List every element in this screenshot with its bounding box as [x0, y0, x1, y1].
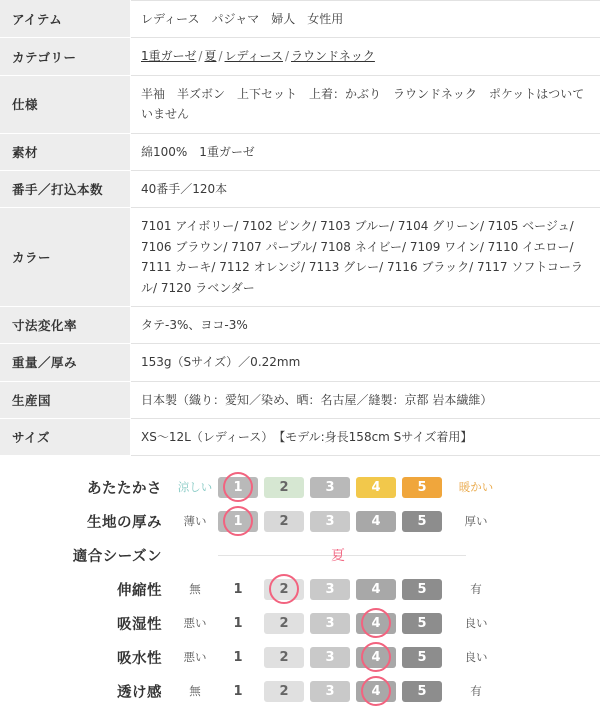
rating-left-end-label: 悪い: [172, 615, 218, 631]
spec-row-label: カテゴリー: [0, 38, 131, 75]
rating-cell: 4: [356, 613, 396, 634]
rating-row: [0, 674, 600, 708]
spec-row-value: [131, 38, 600, 75]
rating-label: 生地の厚み: [0, 511, 172, 532]
breadcrumb-separator: /: [196, 49, 204, 63]
rating-row: [0, 538, 600, 572]
rating-cell: 3: [310, 647, 350, 668]
rating-cell: 4: [356, 511, 396, 532]
rating-label: 適合シーズン: [0, 545, 172, 566]
rating-cell: 2: [264, 579, 304, 600]
spec-row: [0, 75, 600, 133]
rating-cell: 1: [218, 613, 258, 634]
rating-cell: 2: [264, 511, 304, 532]
spec-row: [0, 344, 600, 381]
rating-cell: 5: [402, 647, 442, 668]
spec-row-label: 重量／厚み: [0, 344, 131, 381]
rating-cell: 1: [218, 681, 258, 702]
spec-row-label: サイズ: [0, 419, 131, 456]
spec-row: [0, 170, 600, 207]
spec-row: [0, 306, 600, 343]
spec-row-label: アイテム: [0, 1, 131, 38]
rating-cell: 3: [310, 579, 350, 600]
rating-scale: [218, 613, 442, 634]
spec-row-value: タテ-3%、ヨコ-3%: [131, 306, 600, 343]
ratings-chart: [0, 470, 600, 708]
category-link[interactable]: ラウンドネック: [291, 49, 375, 63]
rating-right-end-label: 有: [442, 581, 502, 597]
rating-left-end-label: 悪い: [172, 649, 218, 665]
spec-row-label: 番手／打込本数: [0, 170, 131, 207]
category-link[interactable]: レディース: [225, 49, 283, 63]
spec-row: [0, 208, 600, 307]
rating-cell: 3: [310, 613, 350, 634]
rating-cell: 2: [264, 613, 304, 634]
spec-row-label: 仕様: [0, 75, 131, 133]
rating-cell: 3: [310, 511, 350, 532]
rating-cell: 3: [310, 477, 350, 498]
rating-scale: [218, 579, 442, 600]
rating-scale: [218, 477, 442, 498]
rating-label: 吸湿性: [0, 613, 172, 634]
breadcrumb-separator: /: [216, 49, 224, 63]
rating-right-end-label: 良い: [442, 649, 502, 665]
rating-cell: 4: [356, 579, 396, 600]
rating-cell: 5: [402, 613, 442, 634]
rating-cell: 4: [356, 681, 396, 702]
spec-row-value: 40番手／120本: [131, 170, 600, 207]
category-link[interactable]: 夏: [204, 49, 216, 63]
season-value: 夏: [331, 545, 345, 565]
rating-cell: 4: [356, 647, 396, 668]
rating-cell: 5: [402, 477, 442, 498]
rating-cell: 1: [218, 477, 258, 498]
rating-cell: 5: [402, 511, 442, 532]
spec-row-value: 綿100% 1重ガーゼ: [131, 133, 600, 170]
category-link[interactable]: 1重ガーゼ: [141, 49, 196, 63]
rating-scale: [218, 511, 442, 532]
rating-label: 吸水性: [0, 647, 172, 668]
rating-cell: 5: [402, 681, 442, 702]
rating-cell: 3: [310, 681, 350, 702]
spec-row: [0, 381, 600, 418]
spec-row: [0, 133, 600, 170]
spec-row-label: 素材: [0, 133, 131, 170]
rating-row: [0, 606, 600, 640]
rating-cell: 1: [218, 511, 258, 532]
rating-left-end-label: 無: [172, 683, 218, 699]
spec-row-value: XS〜12L（レディース） 【モデル:身長158cm Sサイズ着用】: [131, 419, 600, 456]
rating-row: [0, 470, 600, 504]
spec-row: [0, 38, 600, 75]
spec-row-value: 半袖 半ズボン 上下セット 上着：かぶり ラウンドネック ポケットはついていません: [131, 75, 600, 133]
rating-right-end-label: 暖かい: [442, 479, 502, 495]
rating-left-end-label: 薄い: [172, 513, 218, 529]
rating-right-end-label: 厚い: [442, 513, 502, 529]
spec-row-value: 7101 アイボリー/ 7102 ピンク/ 7103 ブルー/ 7104 グリーン/ 7105 ベージュ/ 7106 ブラウン/ 7107 パープル/ 7108 ネイビー/ 7109 ワイン/ 7110 イエロー/ 7111 カーキ/ 7112 オレンジ/ 7113 グレー/ 7116 ブラック/ 7117 ソフトコーラル/ 7120 ラベンダー: [131, 208, 600, 307]
rating-scale: [218, 647, 442, 668]
rating-cell: 1: [218, 579, 258, 600]
rating-label: あたたかさ: [0, 477, 172, 498]
spec-row-label: 生産国: [0, 381, 131, 418]
spec-row-value: 153g（Sサイズ）／0.22mm: [131, 344, 600, 381]
rating-cell: 4: [356, 477, 396, 498]
rating-left-end-label: 無: [172, 581, 218, 597]
rating-label: 透け感: [0, 681, 172, 702]
rating-cell: 2: [264, 681, 304, 702]
rating-scale: [218, 681, 442, 702]
spec-row: [0, 419, 600, 456]
rating-row: [0, 572, 600, 606]
rating-cell: 5: [402, 579, 442, 600]
rating-row: [0, 640, 600, 674]
spec-row-value: レディース パジャマ 婦人 女性用: [131, 1, 600, 38]
rating-cell: 2: [264, 477, 304, 498]
rating-cell: 1: [218, 647, 258, 668]
rating-label: 伸縮性: [0, 579, 172, 600]
spec-row-value: 日本製（織り：愛知／染め、晒：名古屋／縫製：京都 岩本繊維）: [131, 381, 600, 418]
spec-row: [0, 1, 600, 38]
rating-left-end-label: 涼しい: [172, 479, 218, 495]
rating-row: [0, 504, 600, 538]
spec-row-label: カラー: [0, 208, 131, 307]
rating-cell: 2: [264, 647, 304, 668]
spec-row-label: 寸法変化率: [0, 306, 131, 343]
rating-right-end-label: 有: [442, 683, 502, 699]
season-track: [218, 545, 466, 566]
breadcrumb-separator: /: [283, 49, 291, 63]
rating-right-end-label: 良い: [442, 615, 502, 631]
